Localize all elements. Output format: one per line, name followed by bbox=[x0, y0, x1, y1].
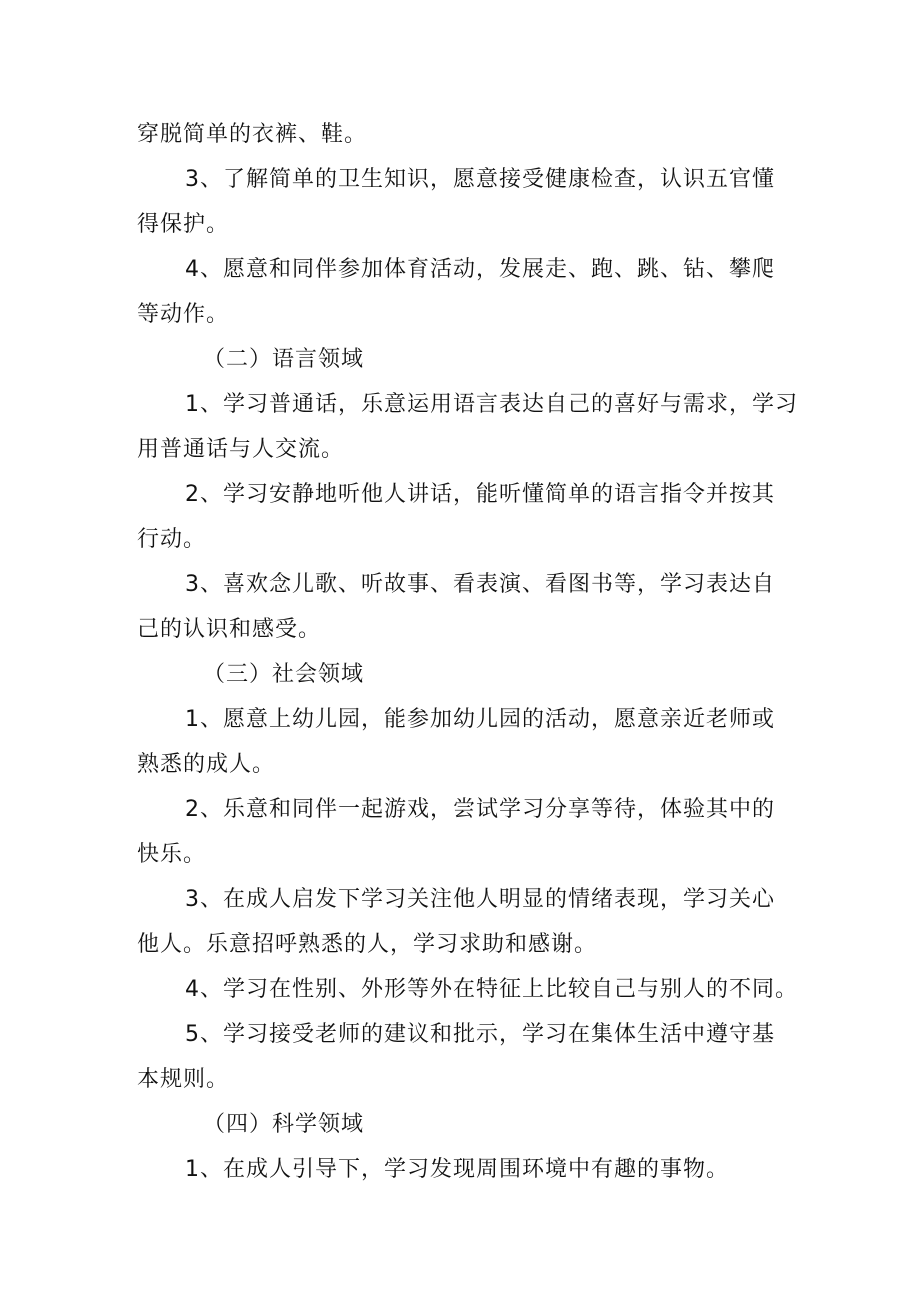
section-heading-language: （二）语言领域 bbox=[203, 347, 365, 372]
text-line-22: 本规则。 bbox=[137, 1067, 230, 1092]
text-line-15: 熟悉的成人。 bbox=[137, 752, 276, 777]
text-line-20: 4、学习在性别、外形等外在特征上比较自己与别人的不同。 bbox=[185, 977, 798, 1002]
section-heading-science: （四）科学领域 bbox=[203, 1112, 365, 1137]
text-line-24: 1、在成人引导下，学习发现周围环境中有趣的事物。 bbox=[185, 1157, 729, 1182]
text-line-2: 3、了解简单的卫生知识，愿意接受健康检查，认识五官懂 bbox=[185, 167, 775, 192]
text-line-3: 得保护。 bbox=[137, 212, 230, 237]
text-line-21: 5、学习接受老师的建议和批示，学习在集体生活中遵守基 bbox=[185, 1022, 775, 1047]
text-line-19: 他人。乐意招呼熟悉的人，学习求助和感谢。 bbox=[137, 932, 598, 957]
section-heading-social: （三）社会领域 bbox=[203, 662, 365, 687]
text-line-5: 等动作。 bbox=[137, 302, 230, 327]
text-line-8: 用普通话与人交流。 bbox=[137, 437, 345, 462]
text-line-9: 2、学习安静地听他人讲话，能听懂简单的语言指令并按其 bbox=[185, 482, 775, 507]
text-line-14: 1、愿意上幼儿园，能参加幼儿园的活动，愿意亲近老师或 bbox=[185, 707, 775, 732]
text-line-16: 2、乐意和同伴一起游戏，尝试学习分享等待，体验其中的 bbox=[185, 797, 775, 822]
text-line-7: 1、学习普通话，乐意运用语言表达自己的喜好与需求，学习 bbox=[185, 392, 798, 417]
text-line-18: 3、在成人启发下学习关注他人明显的情绪表现，学习关心 bbox=[185, 887, 775, 912]
text-line-4: 4、愿意和同伴参加体育活动，发展走、跑、跳、钻、攀爬 bbox=[185, 257, 775, 282]
text-line-17: 快乐。 bbox=[137, 842, 207, 867]
document-text-block bbox=[137, 112, 797, 1192]
text-line-1: 穿脱简单的衣裤、鞋。 bbox=[137, 122, 368, 147]
text-line-12: 己的认识和感受。 bbox=[137, 617, 322, 642]
text-line-10: 行动。 bbox=[137, 527, 207, 552]
text-line-11: 3、喜欢念儿歌、听故事、看表演、看图书等，学习表达自 bbox=[185, 572, 775, 597]
